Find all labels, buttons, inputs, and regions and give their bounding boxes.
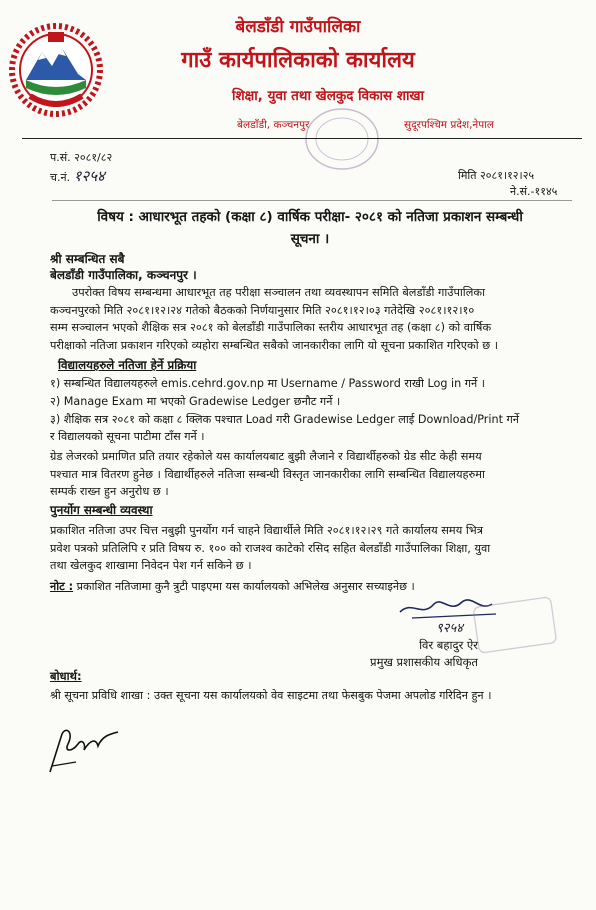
- note-text: प्रकाशित नतिजामा कुनै त्रुटी पाइएमा यस कार्यालयको अभिलेख अनुसार सच्याइनेछ ।: [73, 580, 415, 593]
- section-result-process-title: विद्यालयहरुले नतिजा हेर्ने प्रक्रिया: [58, 358, 197, 372]
- signatory-title: प्रमुख प्रशासकीय अधिकृत: [370, 655, 478, 669]
- body-paragraph-3: [50, 522, 574, 575]
- initials-scribble: [40, 722, 130, 782]
- para3-line: तथा खेलकुद शाखामा निवेदन पेश गर्न सकिने छ ।: [50, 559, 252, 572]
- recipient-line-1: श्री सम्बन्धित सबै: [50, 252, 125, 266]
- dispatch-value: १२५४: [73, 167, 105, 185]
- para2-line: ग्रेड लेजरको प्रमाणित प्रति तयार रहेकोले यस कार्यालयबाट बुझी लैजाने र विद्यार्थीहरुको ग्रेड सीट केही समय: [50, 450, 482, 463]
- para3-line: प्रकाशित नतिजा उपर चित्त नबुझी पुनर्योग गर्न चाहने विद्यार्थीले मिति २०८१।१२।२९ गते कार्यालय समय भित्र: [50, 524, 483, 537]
- step-3-continued: र विद्यालयको सूचना पाटीमा टाँस गर्ने ।: [50, 430, 205, 443]
- letter-ps-number: प.सं. २०८१/८२: [50, 151, 113, 164]
- office-name: गाउँ कार्यपालिकाको कार्यालय: [181, 48, 415, 73]
- step-1: १) सम्बन्धित विद्यालयहरुले emis.cehrd.gov.np मा Username / Password राखी Log in गर्ने ।: [50, 377, 486, 390]
- para2-line: सम्पर्क राख्न हुन अनुरोध छ ।: [50, 485, 169, 498]
- subject-divider: [52, 200, 572, 201]
- signatory-name: विर बहादुर ऐर: [419, 638, 478, 652]
- body-paragraph-1: [50, 284, 574, 354]
- para1-line: सम्म सञ्चालन भएको शैक्षिक सत्र २०८१ को बेलडाँडी गाउँपालिका स्तरीय आधारभूत तह (कक्षा ८) को वार्षिक: [50, 321, 492, 334]
- subject-line-2: सूचना ।: [290, 231, 330, 247]
- recipient-line-2: बेलडाँडी गाउँपालिका, कञ्चनपुर ।: [50, 268, 197, 282]
- cc-heading: बोधार्थ:: [50, 669, 82, 683]
- office-stamp: [302, 104, 382, 174]
- step-2: २) Manage Exam मा भएको Gradewise Ledger छनौट गर्ने ।: [50, 395, 341, 408]
- department-name: शिक्षा, युवा तथा खेलकुद विकास शाखा: [231, 88, 425, 104]
- section-recheck-title: पुनर्योग सम्बन्धी व्यवस्था: [50, 503, 153, 517]
- municipality-name: बेलडाँडी गाउँपालिका: [235, 17, 361, 37]
- subject-heading: [50, 206, 570, 250]
- signature-number: ९२५४: [436, 621, 464, 636]
- note-line: [50, 578, 578, 596]
- province-name: सुदूरपश्चिम प्रदेश,नेपाल: [404, 119, 495, 131]
- dispatch-number: [50, 166, 105, 186]
- dispatch-label: च.नं.: [50, 171, 71, 184]
- para1-line: परीक्षाको नतिजा प्रकाशन गरिएको व्यहोरा सम्बन्धित सबैको जानकारीका लागि यो सूचना प्रकाशित गरिएको छ ।: [50, 338, 499, 352]
- signature-stamp: [470, 596, 560, 656]
- header-divider: [22, 138, 582, 139]
- para2-line: पश्चात मात्र वितरण हुनेछ । विद्यार्थीहरुले नतिजा सम्बन्धी विस्तृत जानकारीका लागि सम्बन्धित विद्यालयहरुमा: [50, 467, 485, 481]
- para1-line: कञ्चनपुरको मिति २०८१।१२।२४ गतेको बैठकको निर्णयानुसार मिति २०८१।१२।०३ गतेदेखि २०८१।१२।१०: [50, 303, 475, 317]
- para3-line: प्रवेश पत्रको प्रतिलिपि र प्रति विषय रु. १०० को राजश्व काटेको रसिद सहित बेलडाँडी गाउँपालिका शिक्षा, युवा: [50, 541, 491, 555]
- cc-text: श्री सूचना प्रविधि शाखा : उक्त सूचना यस कार्यालयको वेव साइटमा तथा फेसबुक पेजमा अपलोड गरिदिन हुन ।: [50, 689, 492, 702]
- nepal-sambat: ने.सं.-११४५: [510, 185, 558, 198]
- office-location: बेलडाँडी, कञ्चनपुर: [237, 119, 310, 131]
- step-3: ३) शैक्षिक सत्र २०८१ को कक्षा ८ क्लिक पश्चात Load गरी Gradewise Ledger लाई Download/Print गर्ने: [50, 413, 520, 426]
- note-label: नोट :: [50, 580, 74, 593]
- subject-line-1: विषय : आधारभूत तहको (कक्षा ८) वार्षिक परीक्षा- २०८१ को नतिजा प्रकाशन सम्बन्धी: [97, 209, 523, 225]
- letter-date: मिति २०८१।१२।२५: [458, 169, 535, 182]
- body-paragraph-2: [50, 448, 574, 501]
- para1-line: उपरोक्त विषय सम्बन्धमा आधारभूत तह परीक्षा सञ्चालन तथा व्यवस्थापन समिति बेलडाँडी गाउँपालिका: [72, 286, 485, 299]
